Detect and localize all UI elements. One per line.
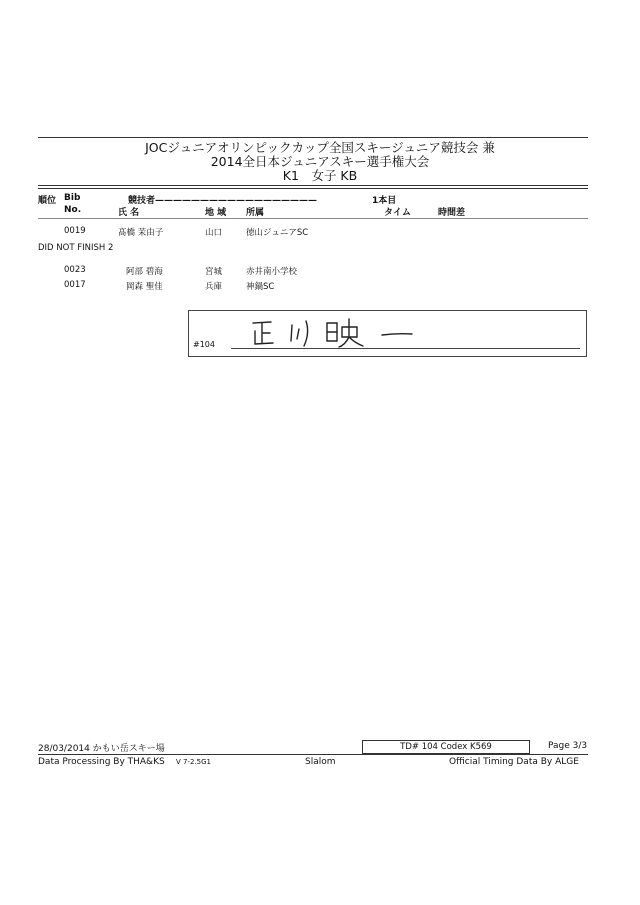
region-cell: 山口 [205,228,223,238]
software-version: V 7-2.5G1 [176,758,212,766]
footer-rule [38,754,588,755]
bib-cell: 0023 [64,265,86,275]
col-no: No. [64,205,82,215]
timing-provider: Official Timing Data By ALGE [449,757,579,767]
header-bottom-rule [38,218,588,219]
region-cell: 宮城 [205,267,223,277]
bib-cell: 0017 [64,280,86,290]
data-processing: Data Processing By THA&KS [38,757,165,767]
discipline: Slalom [305,757,336,767]
club-cell: 徳山ジュニアSC [246,228,309,238]
col-region: 地 域 [205,208,227,218]
col-run1: 1本目 [372,196,397,206]
page-number: Page 3/3 [548,741,588,751]
col-name: 氏 名 [118,208,140,218]
top-rule [38,137,588,138]
td-id-label: #104 [193,340,215,349]
header-rule-2 [38,188,588,189]
col-diff: 時間差 [438,208,466,218]
signature-box [188,310,587,357]
club-cell: 赤井南小学校 [246,267,298,277]
event-title-line1: JOCジュニアオリンピックカップ全国スキージュニア競技会 兼 [145,140,495,155]
col-time: タイム [384,208,411,218]
col-club: 所属 [246,208,265,218]
date-venue: 28/03/2014 かもい岳スキー場 [38,744,165,754]
event-title-line2: 2014全日本ジュニアスキー選手権大会 [210,154,430,169]
td-codex-box: TD# 104 Codex K569 [362,740,530,754]
col-bib: Bib [64,193,81,203]
region-cell: 兵庫 [205,282,223,292]
club-cell: 神鍋SC [246,282,275,292]
name-cell: 阿部 碧海 [126,267,163,277]
col-competitor: 競技者—————————————————— [128,196,318,206]
header-rule-1 [38,185,588,186]
col-rank: 順位 [38,196,57,206]
handwritten-signature [247,313,417,353]
bib-cell: 0019 [64,226,86,236]
name-cell: 髙橋 茉由子 [118,228,164,238]
name-cell: 岡森 聖佳 [126,282,163,292]
event-title-line3: K1 女子 KB [282,168,358,183]
dnf-label: DID NOT FINISH 2 [38,243,114,253]
